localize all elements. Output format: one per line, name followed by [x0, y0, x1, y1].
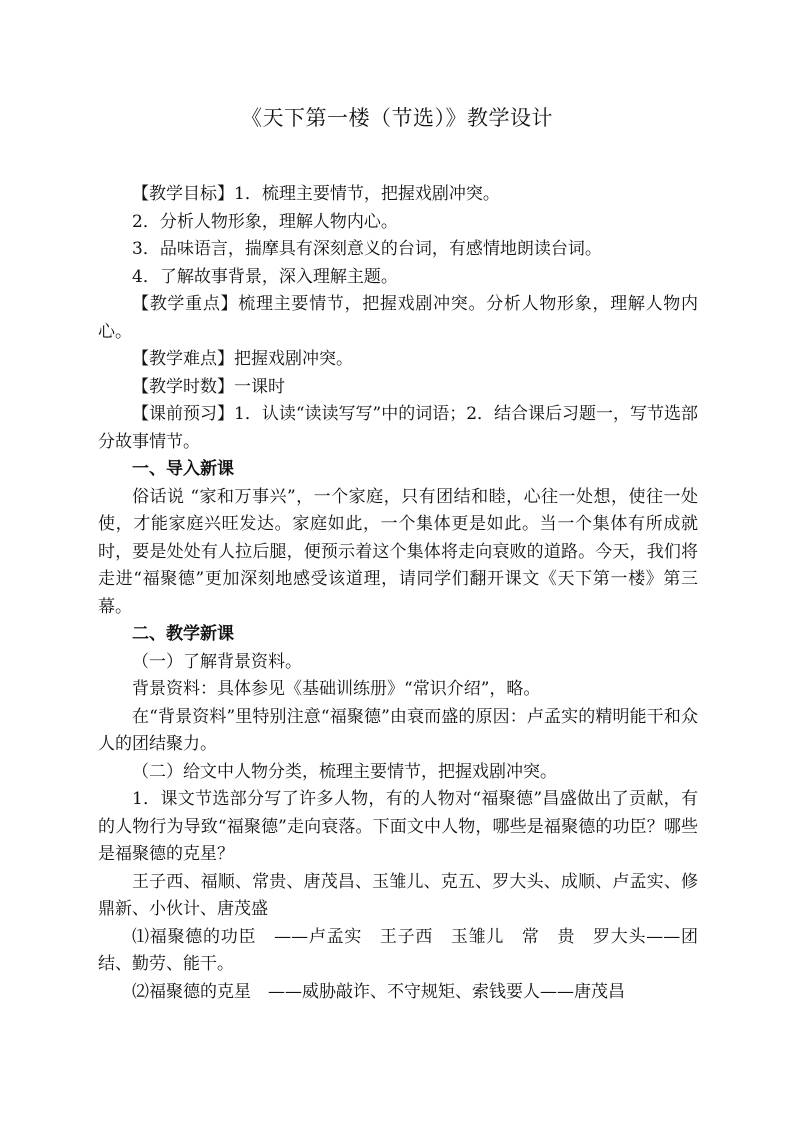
paragraph-villains: ⑵福聚德的克星 ——威胁敲诈、不守规矩、索钱要人——唐茂昌 [132, 981, 625, 1002]
paragraph-class-hours: 【教学时数】一课时 [132, 376, 285, 397]
section-heading-intro: 一、导入新课 [132, 459, 234, 479]
paragraph-teaching-goals: 【教学目标】1．梳理主要情节，把握戏剧冲突。 [132, 184, 500, 204]
document-body [98, 181, 698, 1006]
paragraph-key-points: 【教学重点】梳理主要情节，把握戏剧冲突。分析人物形象，理解人物内心。 [98, 294, 698, 342]
paragraph-question-1: 1．课文节选部分写了许多人物，有的人物对“福聚德”昌盛做出了贡献，有的人物行为导致“福聚德”走向衰落。下面文中人物，哪些是福聚德的功臣？哪些是福聚德的克星？ [98, 789, 698, 864]
paragraph-background-note: 在“背景资料”里特别注意“福聚德”由衰而盛的原因：卢孟实的精明能干和众人的团结聚力。 [98, 706, 698, 754]
document-title: 《天下第一楼（节选）》教学设计 [241, 106, 553, 130]
paragraph-character-list: 王子西、福顺、常贵、唐茂昌、玉雏儿、克五、罗大头、成顺、卢孟实、修鼎新、小伙计、唐茂盛 [98, 871, 698, 919]
paragraph-heroes: ⑴福聚德的功臣 ——卢孟实 王子西 玉雏儿 常 贵 罗大头——团结、勤劳、能干。 [98, 926, 698, 974]
paragraph-goal-3: 3．品味语言，揣摩具有深刻意义的台词，有感情地朗读台词。 [132, 239, 602, 259]
paragraph-goal-2: 2．分析人物形象，理解人物内心。 [132, 211, 398, 232]
section-heading-new-lesson: 二、教学新课 [132, 624, 234, 644]
paragraph-goal-4: 4．了解故事背景，深入理解主题。 [132, 266, 398, 287]
paragraph-background-heading: （一）了解背景资料。 [132, 651, 302, 672]
paragraph-classify-heading: （二）给文中人物分类，梳理主要情节，把握戏剧冲突。 [132, 761, 557, 782]
paragraph-preview: 【课前预习】1．认读“读读写写”中的词语；2．结合课后习题一，写节选部分故事情节。 [98, 404, 699, 452]
paragraph-difficulties: 【教学难点】把握戏剧冲突。 [132, 349, 353, 369]
paragraph-intro: 俗话说 “家和万事兴”，一个家庭，只有团结和睦，心往一处想，使往一处使，才能家庭兴旺发达。家庭如此，一个集体更是如此。当一个集体有所成就时，要是处处有人拉后腿，便预示着这个集体将走向衰败的道路。今天，我们将走进“福聚德”更加深刻地感受该道理，请同学们翻开课文《天下第一楼》第三幕。 [98, 486, 698, 617]
paragraph-background: 背景资料：具体参见《基础训练册》“常识介绍”，略。 [132, 679, 541, 699]
